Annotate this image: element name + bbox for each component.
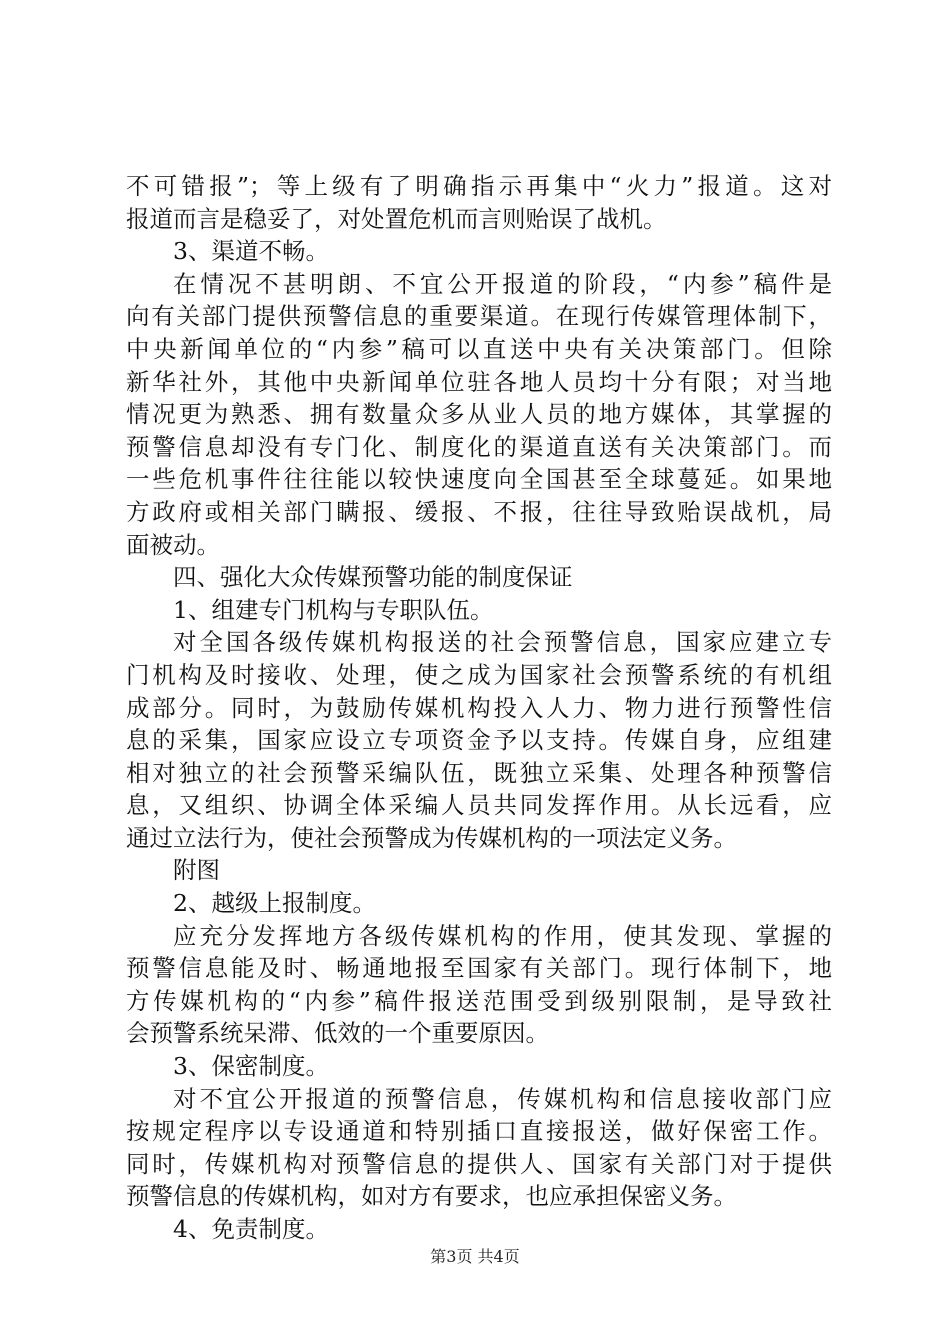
text-line: 报道而言是稳妥了，对处置危机而言则贻误了战机。 [126, 204, 667, 233]
section-heading: 3、渠道不畅。 [173, 237, 329, 266]
text-line: 面被动。 [126, 530, 220, 559]
text-line: 对不宜公开报道的预警信息，传媒机构和信息接收部门应 [173, 1084, 832, 1113]
text-line: 在情况不甚明朗、不宜公开报道的阶段，“内参”稿件是 [173, 269, 832, 298]
text-line: 方政府或相关部门瞒报、缓报、不报，往往导致贻误战机，局 [126, 497, 832, 526]
text-line: 向有关部门提供预警信息的重要渠道。在现行传媒管理体制下， [126, 302, 832, 331]
text-line: 同时，传媒机构对预警信息的提供人、国家有关部门对于提供 [126, 1149, 832, 1178]
section-heading: 3、保密制度。 [173, 1052, 329, 1081]
text-line: 情况更为熟悉、拥有数量众多从业人员的地方媒体，其掌握的 [126, 400, 832, 429]
section-heading: 4、免责制度。 [173, 1215, 329, 1243]
text-line: 相对独立的社会预警采编队伍，既独立采集、处理各种预警信 [126, 758, 832, 787]
section-heading: 四、强化大众传媒预警功能的制度保证 [173, 563, 573, 592]
text-line: 门机构及时接收、处理，使之成为国家社会预警系统的有机组 [126, 660, 832, 689]
text-line: 会预警系统呆滞、低效的一个重要原因。 [126, 1019, 549, 1048]
text-line: 按规定程序以专设通道和特别插口直接报送，做好保密工作。 [126, 1117, 832, 1146]
figure-reference: 附图 [173, 856, 220, 885]
text-line: 通过立法行为，使社会预警成为传媒机构的一项法定义务。 [126, 823, 737, 852]
text-line: 方传媒机构的“内参”稿件报送范围受到级别限制，是导致社 [126, 986, 832, 1015]
text-line: 息的采集，国家应设立专项资金予以支持。传媒自身，应组建 [126, 726, 832, 755]
text-line: 对全国各级传媒机构报送的社会预警信息，国家应建立专 [173, 628, 832, 657]
section-heading: 2、越级上报制度。 [173, 889, 376, 918]
text-line: 预警信息却没有专门化、制度化的渠道直送有关决策部门。而 [126, 432, 832, 461]
page-number-footer: 第3页 共4页 [430, 1247, 520, 1266]
text-line: 不可错报”；等上级有了明确指示再集中“火力”报道。这对 [126, 172, 832, 200]
text-line: 应充分发挥地方各级传媒机构的作用，使其发现、掌握的 [173, 921, 832, 950]
text-line: 中央新闻单位的“内参”稿可以直送中央有关决策部门。但除 [126, 334, 832, 363]
text-line: 成部分。同时，为鼓励传媒机构投入人力、物力进行预警性信 [126, 693, 832, 722]
section-heading: 1、组建专门机构与专职队伍。 [173, 595, 494, 624]
text-line: 预警信息的传媒机构，如对方有要求，也应承担保密义务。 [126, 1182, 737, 1211]
document-body [126, 170, 832, 1246]
text-line: 新华社外，其他中央新闻单位驻各地人员均十分有限；对当地 [126, 367, 832, 396]
text-line: 预警信息能及时、畅通地报至国家有关部门。现行体制下，地 [126, 954, 832, 983]
text-line: 一些危机事件往往能以较快速度向全国甚至全球蔓延。如果地 [126, 465, 832, 494]
text-line: 息，又组织、协调全体采编人员共同发挥作用。从长远看，应 [126, 791, 832, 820]
